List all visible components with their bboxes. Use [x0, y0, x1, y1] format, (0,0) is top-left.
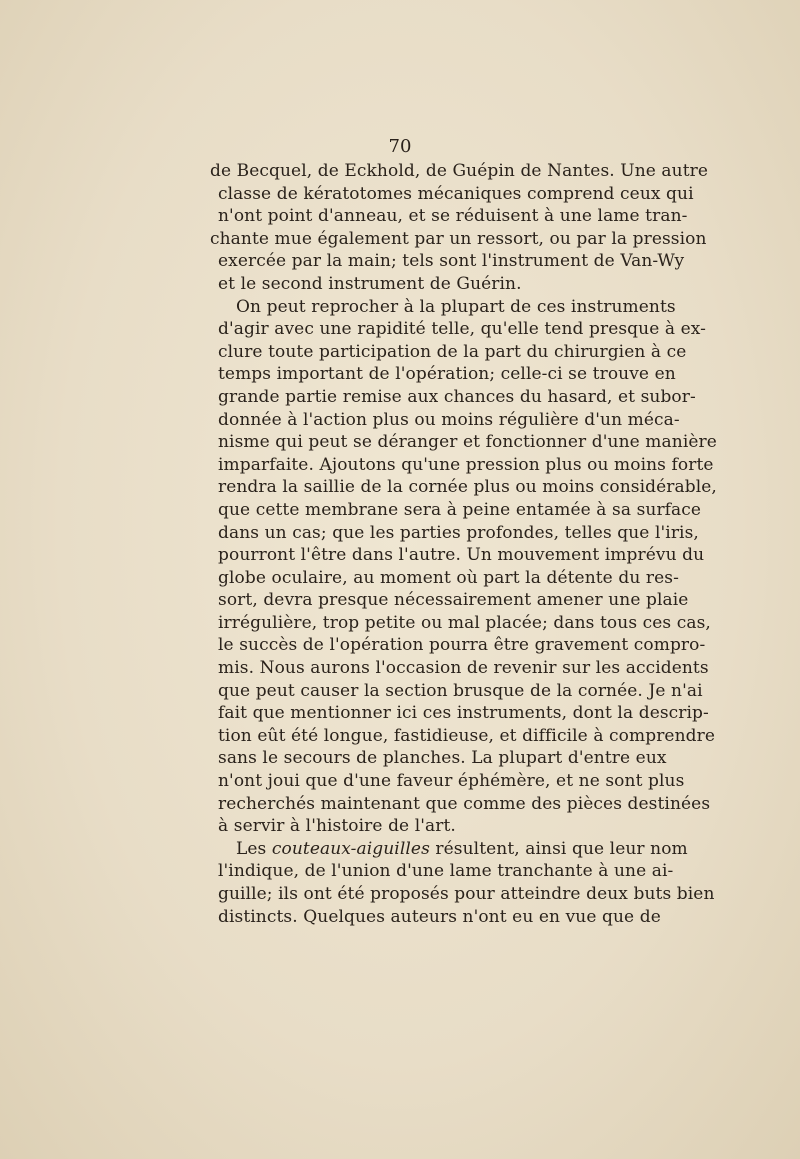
body-text [210, 160, 717, 928]
text-line: chante mue également par un ressort, ou par la pression [210, 228, 707, 249]
text-line: tion eût été longue, fastidieuse, et difficile à comprendre [218, 725, 716, 746]
text-line: grande partie remise aux chances du hasard, et subor- [218, 386, 696, 407]
text-line: sort, devra presque nécessairement amener une plaie [218, 590, 689, 611]
text-line: rendra la saillie de la cornée plus ou moins considérable, [218, 477, 717, 498]
text-line [218, 838, 688, 861]
text-segment: résultent, ainsi que leur nom [429, 838, 688, 859]
text-line: recherchés maintenant que comme des pièces destinées [218, 793, 711, 814]
italic-term: couteaux-aiguilles [271, 838, 430, 859]
text-line: sans le secours de planches. La plupart d'entre eux [218, 748, 667, 769]
text-line: mis. Nous aurons l'occasion de revenir sur les accidents [218, 658, 709, 679]
text-line: fait que mentionner ici ces instruments, dont la descrip- [218, 703, 709, 724]
text-line: globe oculaire, au moment où part la détente du res- [218, 567, 679, 588]
text-line: exercée par la main; tels sont l'instrument de Van-Wy [218, 251, 685, 272]
text-line: et le second instrument de Guérin. [218, 273, 522, 294]
text-line: temps important de l'opération; celle-ci se trouve en [218, 364, 676, 385]
text-line: d'agir avec une rapidité telle, qu'elle tend presque à ex- [218, 319, 707, 340]
text-line: imparfaite. Ajoutons qu'une pression plus ou moins forte [218, 454, 714, 475]
text-segment: Les [236, 838, 272, 859]
text-line: irrégulière, trop petite ou mal placée; dans tous ces cas, [218, 612, 711, 633]
text-line: donnée à l'action plus ou moins régulière d'un méca- [218, 409, 680, 430]
text-line: n'ont joui que d'une faveur éphémère, et ne sont plus [218, 771, 685, 792]
text-line: n'ont point d'anneau, et se réduisent à une lame tran- [218, 206, 688, 227]
text-line: On peut reprocher à la plupart de ces instruments [236, 296, 676, 317]
text-line: à servir à l'histoire de l'art. [218, 816, 456, 837]
text-line: nisme qui peut se déranger et fonctionner d'une manière [218, 432, 717, 453]
text-line: que peut causer la section brusque de la cornée. Je n'ai [218, 680, 703, 701]
text-line: le succès de l'opération pourra être gravement compro- [218, 635, 706, 656]
text-line: de Becquel, de Eckhold, de Guépin de Nantes. Une autre [210, 161, 709, 181]
text-line: distincts. Quelques auteurs n'ont eu en vue que de [218, 906, 661, 927]
text-line: pourront l'être dans l'autre. Un mouvement imprévu du [218, 545, 705, 566]
text-line: l'indique, de l'union d'une lame tranchante à une ai- [218, 861, 674, 882]
text-line: guille; ils ont été proposés pour atteindre deux buts bien [218, 884, 715, 904]
text-line: clure toute participation de la part du chirurgien à ce [218, 341, 687, 362]
text-line: dans un cas; que les parties profondes, telles que l'iris, [218, 522, 699, 543]
text-line: que cette membrane sera à peine entamée à sa surface [218, 499, 702, 520]
text-line: classe de kératotomes mécaniques comprend ceux qui [218, 183, 694, 204]
page-number: 70 [388, 136, 412, 157]
